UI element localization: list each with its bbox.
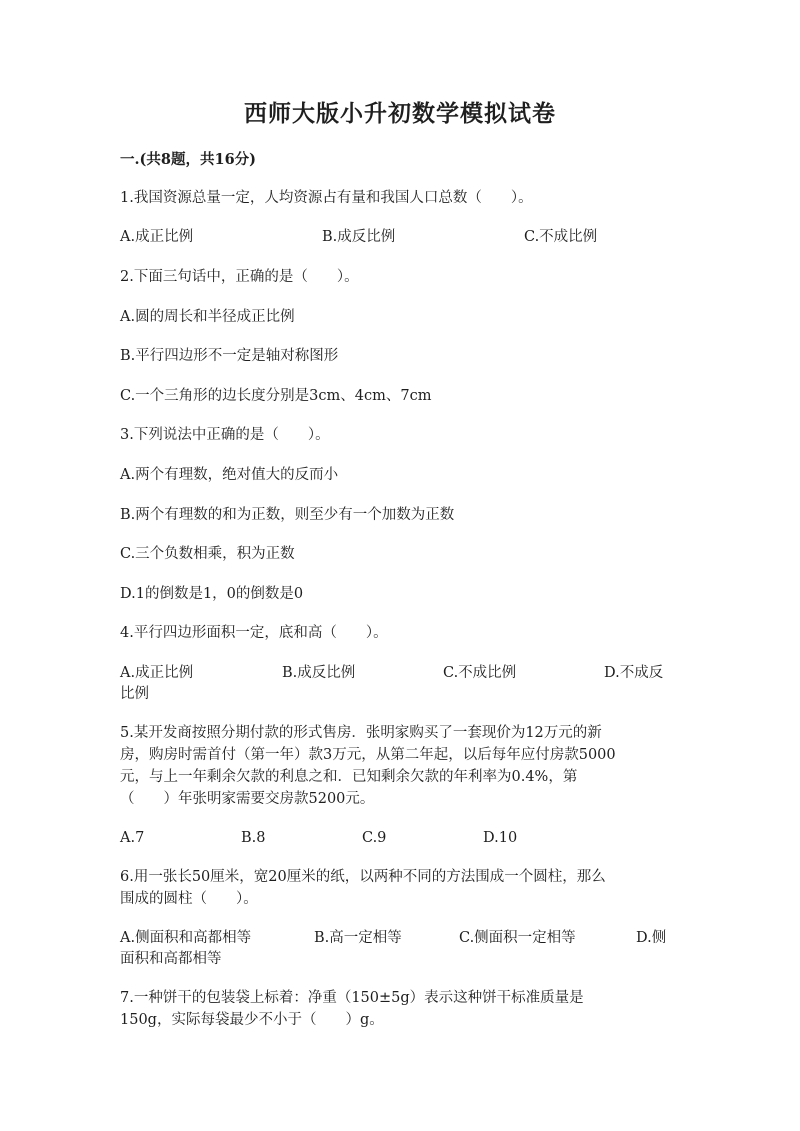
q1-option-c: C.不成比例: [524, 229, 598, 245]
q6-option-d: D.侧: [636, 930, 667, 946]
q1-option-a: A.成正比例: [120, 229, 194, 245]
question-2: 2.下面三句话中，正确的是（ ）。: [120, 269, 359, 285]
q6-option-a: A.侧面积和高都相等: [120, 930, 252, 946]
question-6-line-1: 6.用一张长50厘米，宽20厘米的纸，以两种不同的方法围成一个圆柱，那么: [120, 869, 606, 885]
question-5-line-1: 5.某开发商按照分期付款的形式售房．张明家购买了一套现价为12万元的新: [120, 725, 602, 741]
section-heading: 一.(共8题，共16分): [120, 151, 257, 168]
q4-option-c: C.不成比例: [443, 665, 517, 681]
q5-option-c: C.9: [362, 830, 387, 846]
q3-option-b: B.两个有理数的和为正数，则至少有一个加数为正数: [120, 507, 455, 523]
q6-option-c: C.侧面积一定相等: [459, 930, 576, 946]
q2-option-b: B.平行四边形不一定是轴对称图形: [120, 348, 339, 364]
q3-option-a: A.两个有理数，绝对值大的反而小: [120, 467, 339, 483]
q4-option-b: B.成反比例: [282, 665, 356, 681]
q1-option-b: B.成反比例: [322, 229, 396, 245]
page-title: 西师大版小升初数学模拟试卷: [244, 100, 556, 127]
question-1: 1.我国资源总量一定，人均资源占有量和我国人口总数（ ）。: [120, 190, 533, 206]
q3-option-c: C.三个负数相乘，积为正数: [120, 546, 295, 562]
question-7-line-1: 7.一种饼干的包装袋上标着：净重（150±5g）表示这种饼干标准质量是: [120, 990, 584, 1006]
q6-option-d-wrap: 面积和高都相等: [120, 951, 222, 967]
q5-option-a: A.7: [120, 830, 145, 846]
q2-option-c: C.一个三角形的边长度分别是3cm、4cm、7cm: [120, 388, 432, 404]
question-4: 4.平行四边形面积一定，底和高（ ）。: [120, 625, 388, 641]
question-3: 3.下列说法中正确的是（ ）。: [120, 427, 330, 443]
q4-option-a: A.成正比例: [120, 665, 194, 681]
q2-option-a: A.圆的周长和半径成正比例: [120, 309, 295, 325]
q4-option-d: D.不成反: [604, 665, 664, 681]
question-5-line-4: （ ）年张明家需要交房款5200元。: [120, 791, 375, 807]
question-5-line-2: 房，购房时需首付（第一年）款3万元，从第二年起，以后每年应付房款5000: [120, 747, 616, 763]
question-6-line-2: 围成的圆柱（ ）。: [120, 891, 258, 907]
q4-option-d-wrap: 比例: [120, 686, 149, 702]
question-5-line-3: 元，与上一年剩余欠款的利息之和．已知剩余欠款的年利率为0.4%，第: [120, 769, 578, 785]
q5-option-b: B.8: [241, 830, 266, 846]
q5-option-d: D.10: [483, 830, 518, 846]
q3-option-d: D.1的倒数是1，0的倒数是0: [120, 586, 304, 602]
question-7-line-2: 150g，实际每袋最少不小于（ ）g。: [120, 1012, 384, 1028]
q6-option-b: B.高一定相等: [314, 930, 402, 946]
